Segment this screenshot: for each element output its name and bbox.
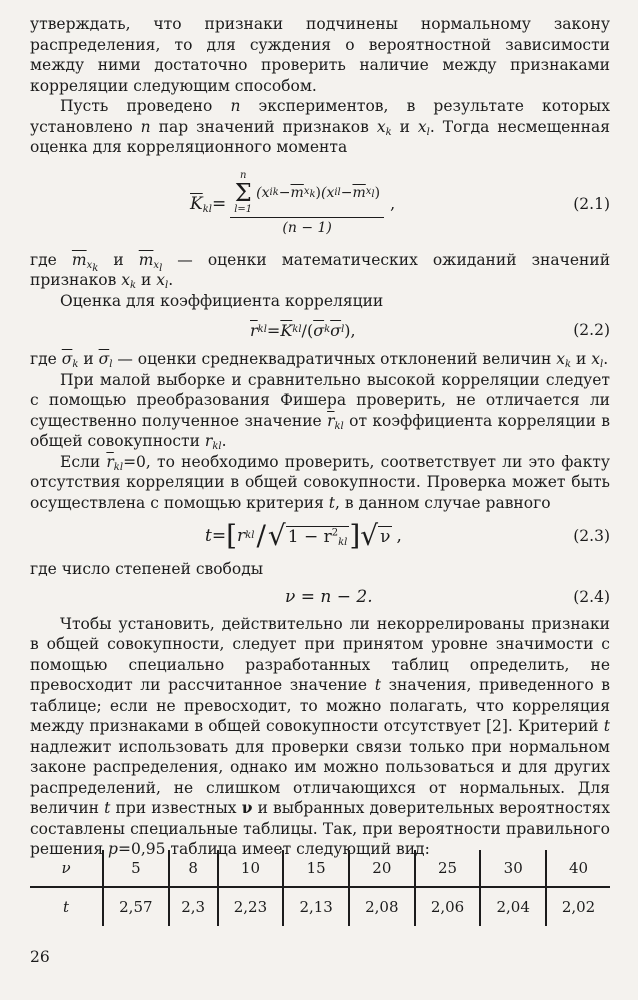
- paragraph-2: Пусть проведено n экспериментов, в результате которых установлено n пар значений признаков $x_k$ и $x_l$. Тогда несмещенная оценка для корреляционного момента: [30, 97, 610, 156]
- table-cell: 2,23: [218, 887, 284, 926]
- table-cell: 15: [283, 850, 349, 887]
- page-number: 26: [30, 948, 50, 966]
- student-t-table: [30, 850, 610, 926]
- equation-2-4: ν = n − 2. (2.4): [285, 586, 610, 607]
- equation-number-2-2: (2.2): [573, 321, 610, 339]
- table-cell: 30: [480, 850, 546, 887]
- table-cell: 2,04: [480, 887, 546, 926]
- paragraph-8: где число степеней свободы: [30, 560, 264, 578]
- paragraph-7: Если $\overline{r}_{kl}=0$, то необходимо проверить, соответствует ли это факту отсутствия корреляции в общей совокупности. Проверка может быть осуществлена с помощью критерия t, в данном случае равного: [30, 452, 610, 512]
- page-body: [30, 14, 610, 860]
- table-header-row: [30, 850, 610, 887]
- table-cell: 2,02: [546, 887, 610, 926]
- table-row: [30, 887, 610, 926]
- table-cell: 5: [103, 850, 169, 887]
- table-cell: 2,13: [283, 887, 349, 926]
- equation-number-2-1: (2.1): [573, 194, 610, 213]
- equation-2-2: $\overline{r}$ kl = $\overline{K}$ kl /( $\overline{\sigma}$ k $\overline{\sigma}$ l ), (2.2): [250, 320, 610, 340]
- table-cell: 2,57: [103, 887, 169, 926]
- paragraph-1: утверждать, что признаки подчинены нормальному закону распределения, то для суждения о вероятностной зависимости между ними достаточно проверить наличие между признаками корреляции следующим способом.: [30, 15, 610, 95]
- paragraph-3: где $\overline{m}_{x_k}$ и $\overline{m}_{x_l}$ — оценки математических ожиданий значений признаков $x_k$ и $x_l$.: [30, 250, 611, 291]
- paragraph-6: При малой выборке и сравнительно высокой корреляции следует с помощью преобразования Фишера проверить, не отличается ли существенно полученное значение $\overline{r}_{kl}$ от коэффициента корреляции в общей совокупности $r_{kl}$.: [30, 370, 610, 452]
- table-cell: 2,06: [415, 887, 481, 926]
- table-cell: 40: [546, 850, 610, 887]
- table-cell: 2,3: [169, 887, 218, 926]
- equation-2-3: t = [ r kl / √ $1 - r^2_{kl}$ ] √ ν , (2.3): [205, 519, 610, 552]
- table-cell: 8: [169, 850, 218, 887]
- table-cell: 25: [415, 850, 481, 887]
- table-cell: t: [62, 898, 70, 916]
- equation-number-2-3: (2.3): [573, 527, 610, 545]
- equation-2-1: $\overline{K}_{kl}=$ n Σ l=1 (x ik − $\overline{m}$ $x_k$ ) (x il − $\overline{m}$ $x_l$ ) (n − 1) , (2.1): [190, 170, 610, 236]
- table-cell: 20: [349, 850, 415, 887]
- table-cell: 10: [218, 850, 284, 887]
- paragraph-5: где $\overline{\sigma}_k$ и $\overline{\sigma}_l$ — оценки среднеквадратичных отклонений величин $x_k$ и $x_l$.: [30, 350, 609, 370]
- paragraph-4: Оценка для коэффициента корреляции: [60, 291, 384, 310]
- table-cell: ν: [30, 850, 103, 887]
- equation-number-2-4: (2.4): [573, 587, 610, 606]
- paragraph-9: Чтобы установить, действительно ли некоррелированы признаки в общей совокупности, следует при принятом уровне значимости с помощью специально разработанных таблиц определить, не превосходит ли рассчитанное значение t значения, приведенного в таблице; если не превосходит, то можно полагать, что корреляция между признаками в общей совокупности отсутствует [2]. Критерий t надлежит использовать для проверки связи только при нормальном законе распределения, однако им можно пользоваться и для других распределений, не слишком отличающихся от нормальных. Для величин t при известных ν и выбранных доверительных вероятностях составлены специальные таблицы. Так, при вероятности правильного решения p=0,95 таблица имеет следующий вид:: [30, 614, 611, 858]
- table-cell: 2,08: [349, 887, 415, 926]
